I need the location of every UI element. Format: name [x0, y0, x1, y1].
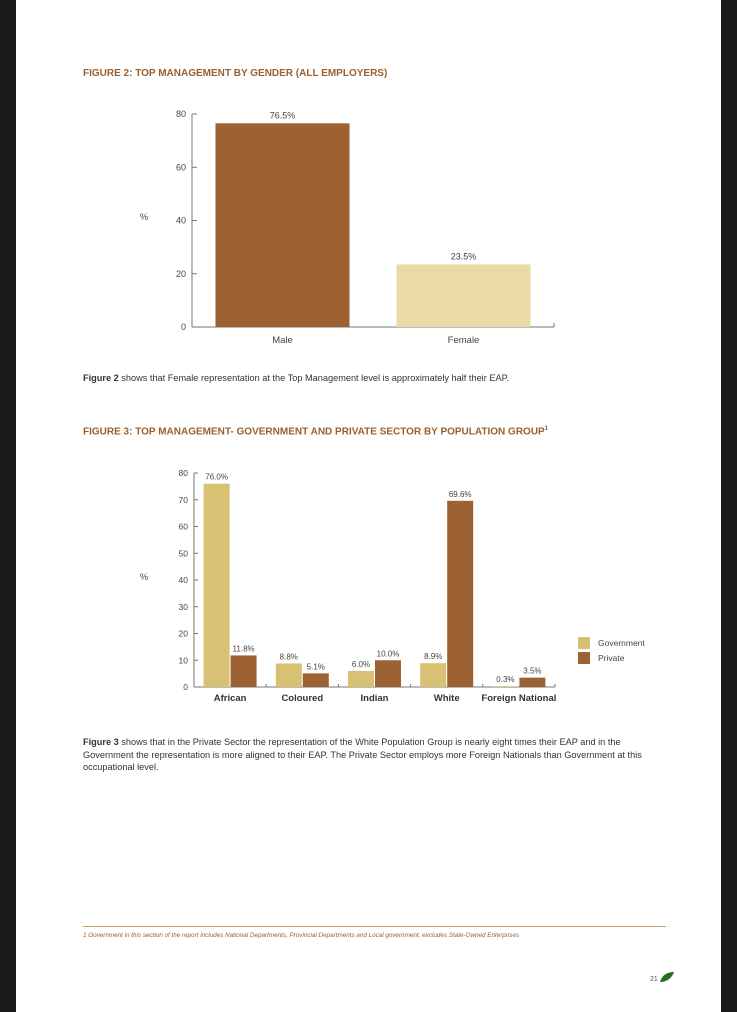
- figure2-value-label: 23.5%: [450, 251, 477, 262]
- figure3-y-tick-label: 10: [178, 655, 188, 666]
- figure2-bar-female: [397, 264, 531, 327]
- leaf-icon: [659, 971, 675, 983]
- figure2-caption-bold: Figure 2: [83, 373, 119, 383]
- figure3-legend-label: Government: [598, 638, 645, 648]
- figure3-y-axis-label: %: [139, 572, 149, 582]
- figure3-bar-private-foreign-national: [519, 678, 545, 687]
- figure3-bar-private-indian: [375, 660, 401, 687]
- figure3-bar-government-coloured: [276, 663, 302, 687]
- figure3-value-label: 0.3%: [496, 675, 515, 684]
- figure3-value-label: 69.6%: [448, 489, 472, 499]
- figure3-bar-private-african: [231, 655, 257, 687]
- figure2-y-tick-label: 0: [180, 322, 186, 332]
- figure2-y-tick-label: 20: [175, 268, 186, 279]
- figure3-bar-government-indian: [348, 671, 374, 687]
- figure3-category-label: White: [433, 693, 460, 704]
- figure3-category-label: Indian: [360, 693, 389, 704]
- figure2-title: FIGURE 2: TOP MANAGEMENT BY GENDER (ALL EMPLOYERS): [83, 68, 388, 79]
- figure3-value-label: 5.1%: [306, 662, 325, 672]
- figure3-caption-bold: Figure 3: [83, 737, 119, 747]
- figure3-y-tick-label: 20: [178, 628, 188, 639]
- footnote: 1 Government in this section of the report includes National Departments, Provincial Departments and Local government, excludes State-Owned Enterprises: [83, 932, 520, 939]
- figure3-y-tick-label: 70: [178, 494, 188, 505]
- figure2-y-axis-label: %: [139, 212, 149, 222]
- figure3-caption: [83, 736, 673, 774]
- figure2-y-tick-label: 60: [175, 162, 186, 173]
- figure2-y-tick-label: 80: [175, 109, 186, 119]
- figure2-category-label: Male: [272, 335, 293, 346]
- figure3-y-tick-label: 40: [178, 575, 188, 585]
- figure3-title-footnote-ref: 1: [544, 426, 549, 432]
- figure3-y-tick-label: 0: [183, 682, 188, 692]
- figure2-chart: [16, 0, 721, 370]
- figure3-value-label: 76.0%: [205, 472, 228, 482]
- figure3-value-label: 8.9%: [424, 652, 443, 662]
- figure3-legend-label: Private: [598, 653, 625, 663]
- figure3-bar-private-coloured: [303, 673, 329, 687]
- figure3-bar-private-white: [447, 501, 473, 687]
- figure3-bar-government-foreign-national: [492, 686, 518, 687]
- figure2-caption: [83, 372, 673, 385]
- figure3-bar-government-african: [204, 484, 230, 687]
- figure3-y-tick-label: 80: [178, 468, 188, 478]
- page-number: 21: [650, 976, 658, 983]
- figure3-y-tick-label: 60: [178, 521, 188, 532]
- figure2-bar-male: [216, 123, 350, 327]
- figure3-title-text: FIGURE 3: TOP MANAGEMENT- GOVERNMENT AND PRIVATE SECTOR BY POPULATION GROUP: [83, 426, 545, 438]
- figure3-value-label: 10.0%: [376, 649, 400, 659]
- figure2-category-label: Female: [447, 335, 480, 346]
- figure3-y-tick-label: 30: [178, 601, 188, 612]
- figure3-category-label: African: [213, 693, 247, 704]
- figure2-y-tick-label: 40: [175, 215, 186, 226]
- figure3-value-label: 8.8%: [279, 652, 298, 662]
- figure3-y-tick-label: 50: [178, 548, 188, 559]
- figure3-caption-text: shows that in the Private Sector the representation of the White Population Group is nearly eight times their EAP and in the Government the representation is more aligned to their EAP. The Private Sector employs more Foreign Nationals than Government at this occupational level.: [83, 737, 642, 772]
- figure3-title: [83, 426, 548, 437]
- report-page: [16, 0, 721, 1012]
- figure3-legend-swatch-government: [578, 637, 590, 649]
- figure3-chart: [16, 440, 721, 720]
- figure2-value-label: 76.5%: [269, 110, 296, 121]
- figure3-category-label: Coloured: [281, 693, 324, 704]
- figure3-category-label: Foreign National: [481, 693, 557, 704]
- figure2-caption-text: shows that Female representation at the Top Management level is approximately half their EAP.: [118, 373, 510, 383]
- footnote-divider: [83, 926, 666, 927]
- figure3-bar-government-white: [420, 663, 446, 687]
- figure3-value-label: 6.0%: [351, 659, 371, 669]
- figure3-legend-swatch-private: [578, 652, 590, 664]
- figure3-value-label: 11.8%: [232, 644, 255, 654]
- figure3-value-label: 3.5%: [523, 666, 542, 676]
